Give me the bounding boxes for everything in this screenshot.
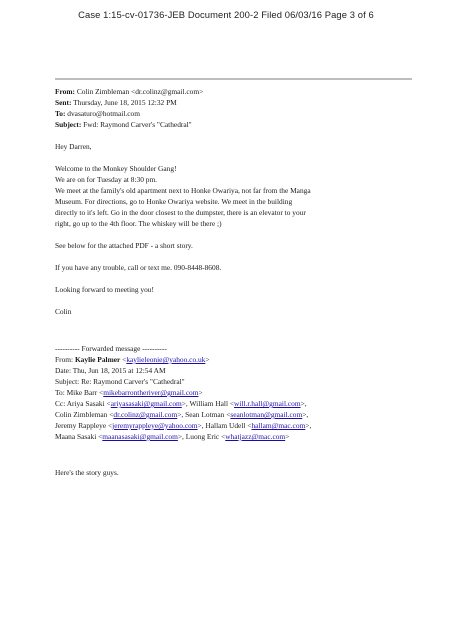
- fw-cc-line: Jeremy Rappleye <jeremyrappleye@yahoo.com>, Hallam Udell <hallam@mac.com>,: [55, 421, 312, 430]
- fw-from-email-link[interactable]: kaylieleonie@yahoo.co.uk: [126, 355, 206, 364]
- from-value: Colin Zimbleman <dr.colinz@gmail.com>: [76, 87, 204, 96]
- cc-email-link[interactable]: jeremyrappleye@yahoo.com: [112, 421, 198, 430]
- subject-value: Fwd: Raymond Carver's "Cathedral": [83, 120, 192, 129]
- fw-cc-label: Cc: Ariya Sasaki: [55, 399, 105, 408]
- to-value: dvasaturo@hotmail.com: [67, 109, 140, 118]
- cc-name: Colin Zimbleman: [55, 410, 108, 419]
- cc-name: Jeremy Rappleye: [55, 421, 107, 430]
- message-line: Welcome to the Monkey Shoulder Gang!: [55, 164, 177, 173]
- cc-name: Luong Eric: [185, 432, 220, 441]
- sent-line: [55, 97, 425, 108]
- cc-name: Sean Lotman: [185, 410, 225, 419]
- fw-to-line: To: Mike Barr <mikebarrontheriver@gmail.com>: [55, 388, 203, 397]
- message-line: If you have any trouble, call or text me. 090-8448-8608.: [55, 263, 222, 272]
- sent-value: Thursday, June 18, 2015 12:32 PM: [73, 98, 177, 107]
- to-label: To:: [55, 109, 66, 118]
- cc-name: William Hall: [189, 399, 228, 408]
- cc-email-link[interactable]: hallam@mac.com: [251, 421, 306, 430]
- signature: Colin: [55, 307, 72, 316]
- message-line: We meet at the family's old apartment next to Honke Owariya, not far from the Manga: [55, 186, 311, 195]
- case-header: Case 1:15-cv-01736-JEB Document 200-2 Filed 06/03/16 Page 3 of 6: [78, 9, 374, 20]
- cc-email-link[interactable]: maanasasaki@gmail.com: [102, 432, 178, 441]
- message-line: Looking forward to meeting you!: [55, 285, 154, 294]
- to-line: [55, 108, 425, 119]
- fw-date-line: Date: Thu, Jun 18, 2015 at 12:54 AM: [55, 366, 166, 375]
- forward-divider: ---------- Forwarded message ----------: [55, 344, 167, 353]
- cc-email-link[interactable]: will.r.hall@gmail.com: [234, 399, 301, 408]
- cc-email-link[interactable]: ariyasasaki@gmail.com: [110, 399, 182, 408]
- message-line: See below for the attached PDF - a short story.: [55, 241, 193, 250]
- subject-line: [55, 119, 425, 130]
- cc-name: Maana Sasaki: [55, 432, 97, 441]
- header-rule: [55, 78, 412, 80]
- cc-email-link[interactable]: seanlotman@gmail.com: [230, 410, 303, 419]
- fw-from-label: From:: [55, 355, 74, 364]
- message-line: We are on for Tuesday at 8:30 pm.: [55, 175, 158, 184]
- fw-cc-line: Cc: Ariya Sasaki <ariyasasaki@gmail.com>, William Hall <will.r.hall@gmail.com>,: [55, 399, 307, 408]
- subject-label: Subject:: [55, 120, 82, 129]
- from-label: From:: [55, 87, 75, 96]
- fw-cc-line: Maana Sasaki <maanasasaki@gmail.com>, Luong Eric <whatjazz@mac.com>: [55, 432, 290, 441]
- fw-closing: Here's the story guys.: [55, 468, 119, 477]
- fw-cc-line: Colin Zimbleman <dr.colinz@gmail.com>, Sean Lotman <seanlotman@gmail.com>,: [55, 410, 309, 419]
- cc-email-link[interactable]: whatjazz@mac.com: [225, 432, 286, 441]
- cc-email-link[interactable]: dr.colinz@gmail.com: [113, 410, 178, 419]
- email-body: [55, 86, 425, 478]
- fw-from-name: Kaylie Palmer: [74, 355, 121, 364]
- from-line: [55, 86, 425, 97]
- message-line: directly to it's left. Go in the door closest to the dumpster, there is an elevator to your: [55, 208, 306, 217]
- fw-subject-line: Subject: Re: Raymond Carver's "Cathedral": [55, 377, 185, 386]
- message-line: right, go up to the 4th floor. The whiskey will be there ;): [55, 219, 222, 228]
- fw-from-line: From: Kaylie Palmer <kaylieleonie@yahoo.co.uk>: [55, 355, 210, 364]
- sent-label: Sent:: [55, 98, 72, 107]
- message-line: Museum. For directions, go to Honke Owariya website. We meet in the building: [55, 197, 293, 206]
- fw-to-label: To: Mike Barr: [55, 388, 98, 397]
- fw-to-email-link[interactable]: mikebarrontheriver@gmail.com: [103, 388, 199, 397]
- cc-name: Hallam Udell: [205, 421, 246, 430]
- forwarded-block: [55, 332, 425, 478]
- greeting: Hey Darren,: [55, 142, 92, 151]
